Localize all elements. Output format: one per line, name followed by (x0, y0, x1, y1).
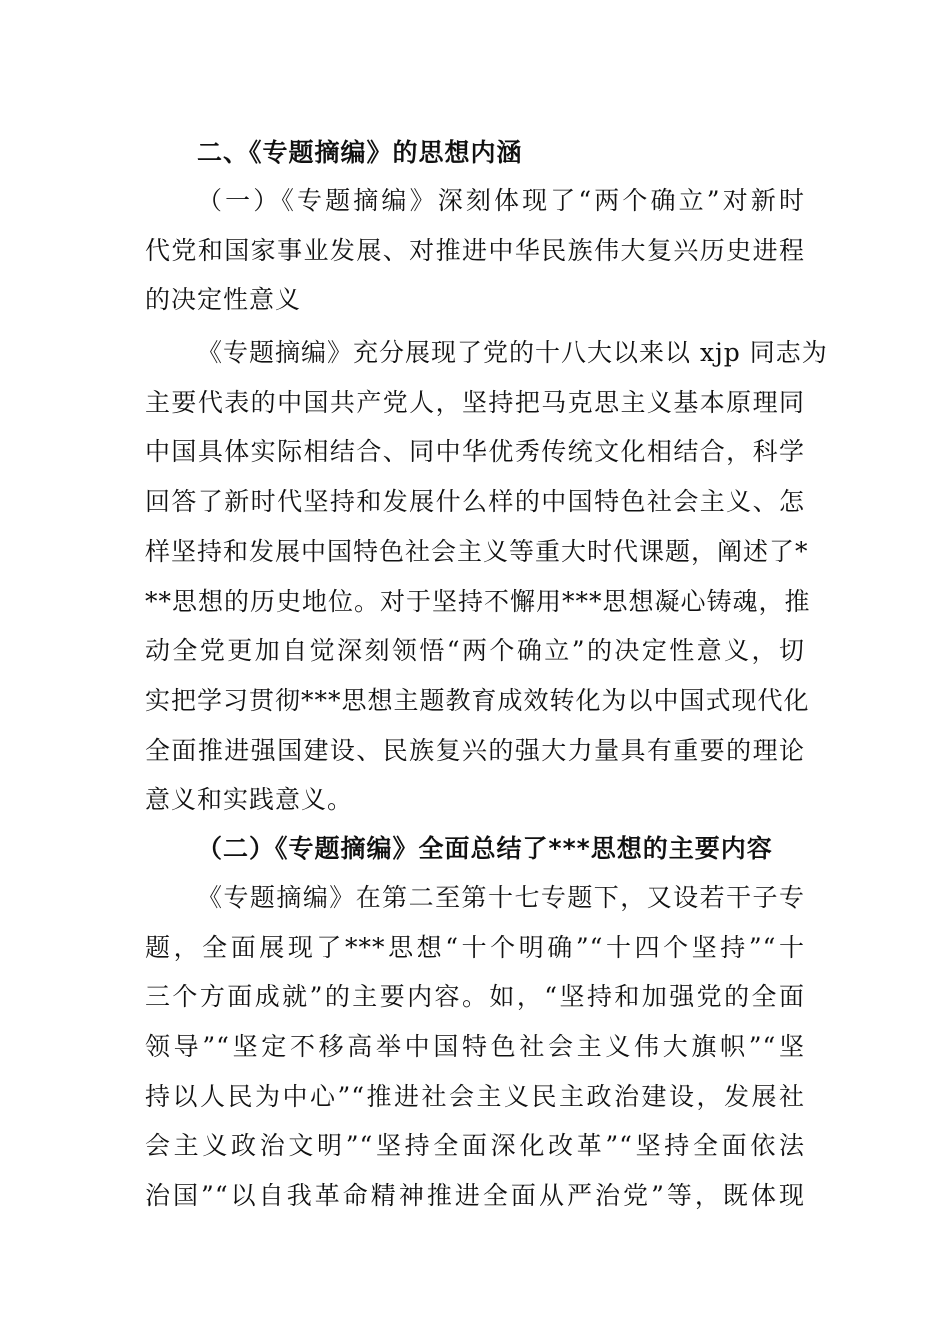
para1-line: 意义和实践意义。 (145, 785, 354, 814)
sub2-heading: （二）《专题摘编》全面总结了***思想的主要内容 (197, 834, 773, 863)
sub1-heading-line: 的决定性意义 (145, 285, 302, 314)
para2-line: 治国”“以自我革命精神推进全面从严治党”等，既体现 (145, 1181, 805, 1210)
para2-line: 会主义政治文明”“坚持全面深化改革”“坚持全面依法 (145, 1131, 805, 1160)
para2-line: 持以人民为中心”“推进社会主义民主政治建设，发展社 (145, 1082, 805, 1111)
para1-line: 《专题摘编》充分展现了党的十八大以来以 xjp 同志为 (197, 338, 828, 367)
para2-line: 《专题摘编》在第二至第十七专题下，又设若干子专 (197, 883, 805, 912)
para1-line: 回答了新时代坚持和发展什么样的中国特色社会主义、怎 (145, 487, 805, 516)
para1-line: 动全党更加自觉深刻领悟“两个确立”的决定性意义，切 (145, 636, 805, 665)
para2-line: 领导”“坚定不移高举中国特色社会主义伟大旗帜”“坚 (145, 1032, 805, 1061)
para1-line: **思想的历史地位。对于坚持不懈用***思想凝心铸魂，推 (145, 587, 811, 616)
para1-line: 中国具体实际相结合、同中华优秀传统文化相结合，科学 (145, 437, 805, 466)
para1-line: 全面推进强国建设、民族复兴的强大力量具有重要的理论 (145, 736, 805, 765)
para1-line: 实把学习贯彻***思想主题教育成效转化为以中国式现代化 (145, 686, 810, 715)
para1-line: 主要代表的中国共产党人，坚持把马克思主义基本原理同 (145, 388, 805, 417)
para2-line: 三个方面成就”的主要内容。如，“坚持和加强党的全面 (145, 982, 805, 1011)
sub1-heading-line: （一）《专题摘编》深刻体现了“两个确立”对新时 (197, 186, 805, 215)
sub1-heading-line: 代党和国家事业发展、对推进中华民族伟大复兴历史进程 (145, 236, 805, 265)
para2-line: 题，全面展现了***思想“十个明确”“十四个坚持”“十 (145, 933, 805, 962)
para1-line: 样坚持和发展中国特色社会主义等重大时代课题，阐述了* (145, 537, 809, 566)
section-heading: 二、《专题摘编》的思想内涵 (197, 138, 523, 167)
